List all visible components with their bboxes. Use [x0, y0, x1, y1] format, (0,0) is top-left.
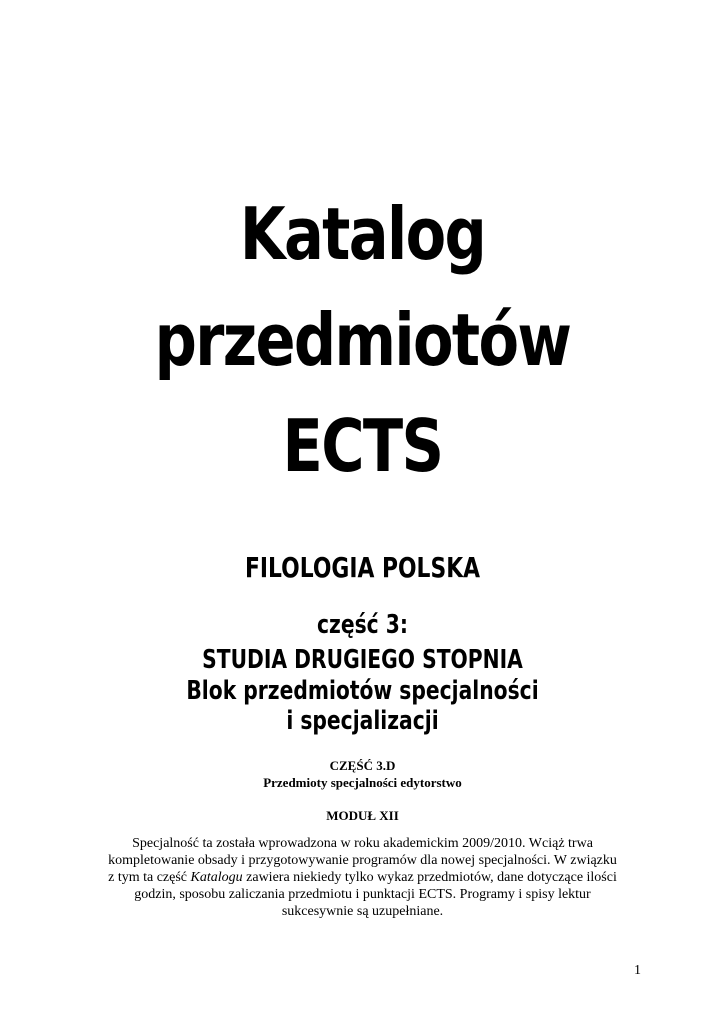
catalog-emphasis: Katalogu [190, 870, 243, 885]
intro-line: Specjalność ta została wprowadzona w roku akademickim 2009/2010. Wciąż trwa [132, 836, 593, 851]
part-heading: część 3: [317, 610, 408, 640]
intro-paragraph [80, 835, 645, 920]
intro-text: zawiera niekiedy tylko wykaz przedmiotów, dane dotyczące ilości [242, 870, 617, 885]
catalog-title-line-1: Katalog [239, 192, 486, 276]
intro-line: godzin, sposobu zaliczania przedmiotu i punktacji ECTS. Programy i spisy lektur [134, 887, 591, 902]
intro-text: z tym ta część [108, 870, 191, 885]
catalog-title-line-3: ECTS [282, 404, 443, 488]
block-heading-line-2: i specjalizacji [286, 706, 439, 736]
part-id: CZĘŚĆ 3.D [329, 758, 396, 773]
page-number: 1 [634, 963, 641, 978]
catalog-title-line-2: przedmiotów [154, 298, 571, 382]
part-name: Przedmioty specjalności edytorstwo [263, 775, 462, 790]
intro-line: kompletowanie obsady i przygotowywanie programów dla nowej specjalności. W związku [108, 853, 617, 868]
faculty-heading: FILOLOGIA POLSKA [244, 551, 481, 584]
study-level-heading: STUDIA DRUGIEGO STOPNIA [202, 645, 523, 675]
block-heading-line-1: Blok przedmiotów specjalności [186, 676, 539, 706]
module-label: MODUŁ XII [326, 808, 399, 823]
intro-line: sukcesywnie są uzupełniane. [281, 904, 444, 919]
intro-line [80, 869, 645, 886]
